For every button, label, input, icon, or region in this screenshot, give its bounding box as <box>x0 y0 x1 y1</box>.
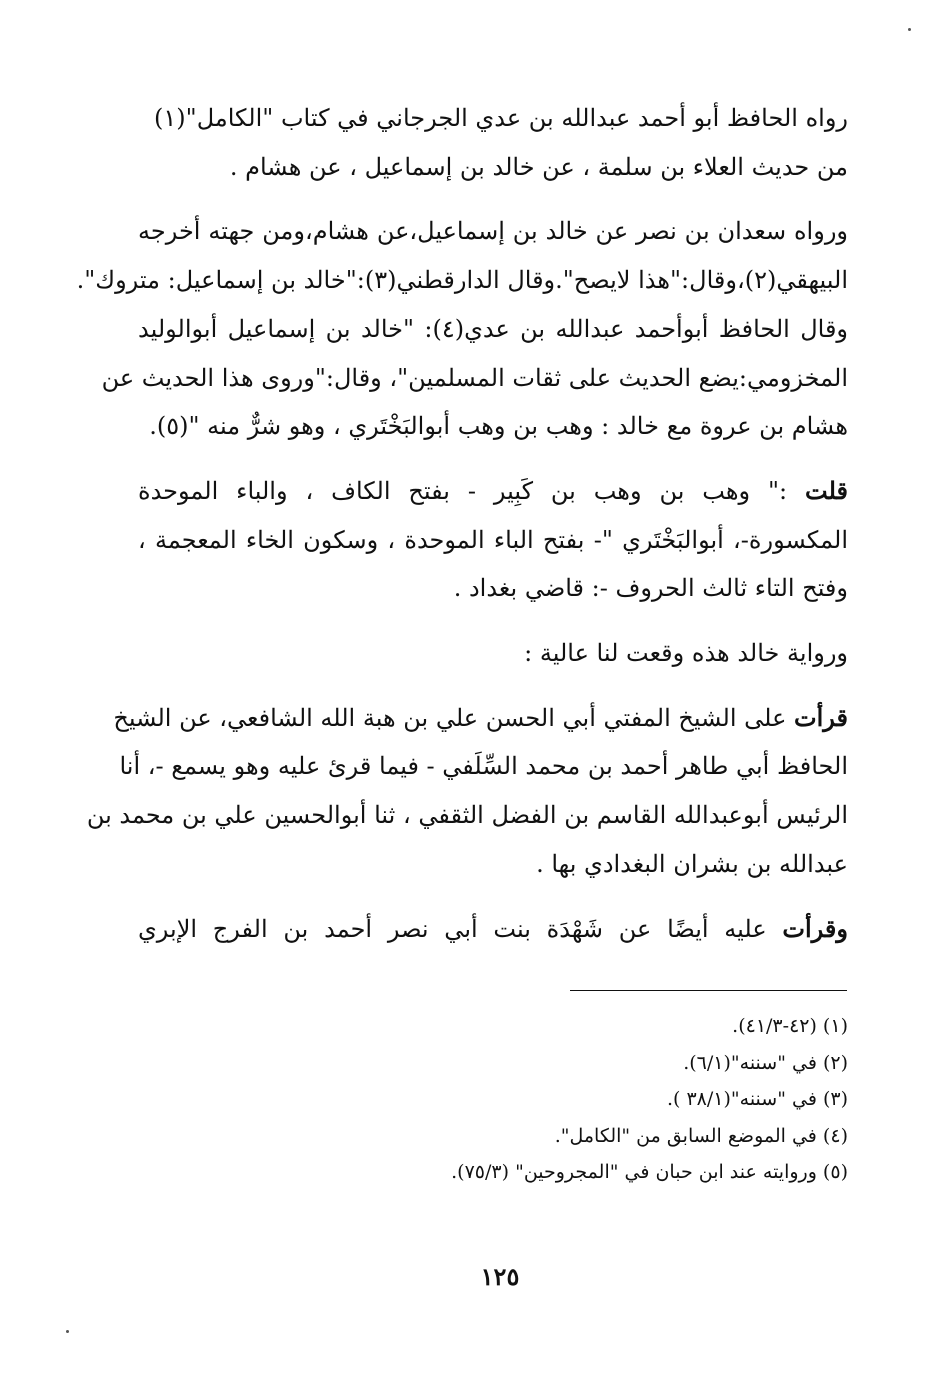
line-text: وفتح التاء ثالث الحروف -: قاضي بغداد . <box>453 574 848 603</box>
line-text: رواه الحافظ أبو أحمد عبدالله بن عدي الجرجاني في كتاب "الكامل"(١) <box>154 104 848 132</box>
lead-word: قلت <box>805 475 848 505</box>
footnote: (١) (٤٢-٤١/٣). <box>732 1015 848 1037</box>
footnote: (٤) في الموضع السابق من "الكامل". <box>554 1124 848 1147</box>
line-text: من حديث العلاء بن سلمة ، عن خالد بن إسماعيل ، عن هشام . <box>229 152 848 181</box>
text-line <box>76 256 848 305</box>
paragraph-gap <box>138 451 848 467</box>
paragraph <box>138 467 848 613</box>
paragraph-gap <box>138 191 848 207</box>
footnote-divider <box>570 990 847 991</box>
line-text: ورواية خالد هذه وقعت لنا عالية : <box>524 639 848 668</box>
text-line <box>138 402 848 451</box>
paragraph-gap <box>138 613 848 629</box>
line-text: البيهقي(٢)،وقال:"هذا لايصح".وقال الدارقطني(٣):"خالد بن إسماعيل: متروك". <box>76 266 848 295</box>
line-text: المخزومي:يضع الحديث على ثقات المسلمين"، وقال:"وروى هذا الحديث عن <box>101 363 848 392</box>
line-text: :" وهب بن وهب بن كَبِير - بفتح الكاف ، والباء الموحدة <box>138 476 806 505</box>
text-line <box>101 354 848 403</box>
line-text: المكسورة-، أبوالبَخْتَري "- بفتح الباء الموحدة ، وسكون الخاء المعجمة ، <box>138 525 848 554</box>
text-line <box>138 94 848 143</box>
footnote: (٢) في "سننه"(٦/١). <box>683 1051 848 1074</box>
paragraph-gap <box>138 678 848 694</box>
text-line <box>138 467 848 516</box>
text-line <box>119 742 848 791</box>
paragraph-gap <box>138 889 848 905</box>
text-line <box>138 840 848 889</box>
text-line <box>138 207 848 256</box>
paragraph <box>138 629 848 678</box>
line-text: الحافظ أبي طاهر أحمد بن محمد السِّلَفي - فيما قرئ عليه وهو يسمع -، أنا <box>119 752 848 781</box>
footnote: (٥) وروايته عند ابن حبان في "المجروحين" (٧٥/٣). <box>451 1161 848 1183</box>
scan-speck <box>66 1330 69 1333</box>
text-line <box>86 791 848 840</box>
line-text: وقال الحافظ أبوأحمد عبدالله بن عدي(٤): "خالد بن إسماعيل أبوالوليد <box>138 314 849 343</box>
text-line <box>138 143 848 192</box>
line-text: هشام بن عروة مع خالد : وهب بن وهب أبوالبَخْتَري ، وهو شرٌّ منه "(٥). <box>149 412 848 441</box>
paragraph <box>86 694 848 889</box>
paragraph <box>138 905 848 954</box>
text-line <box>138 905 848 954</box>
lead-word: قرأت <box>794 702 848 732</box>
paragraph <box>76 207 849 451</box>
text-line <box>138 305 848 354</box>
footnotes <box>300 1008 848 1191</box>
paragraph <box>138 94 848 191</box>
text-line <box>138 564 848 613</box>
line-text: عبدالله بن بشران البغدادي بها . <box>536 849 848 878</box>
scan-speck <box>908 28 911 31</box>
footnote: (٣) في "سننه"(٣٨/١ ). <box>666 1088 848 1110</box>
text-line <box>138 629 848 678</box>
lead-word: وقرأت <box>782 913 848 943</box>
text-line <box>138 516 848 565</box>
line-text: ورواه سعدان بن نصر عن خالد بن إسماعيل،عن هشام،ومن جهته أخرجه <box>138 217 848 246</box>
line-text: الرئيس أبوعبدالله القاسم بن الفضل الثقفي ، ثنا أبوالحسين علي بن محمد بن <box>86 801 848 830</box>
line-text: على الشيخ المفتي أبي الحسن علي بن هبة الله الشافعي، عن الشيخ <box>113 703 795 732</box>
main-text <box>76 94 849 953</box>
text-line <box>113 694 848 743</box>
page-number: ١٢٥ <box>480 1262 520 1291</box>
line-text: عليه أيضًا عن شَهْدَة بنت أبي نصر أحمد بن الفرج الإبري <box>138 914 783 943</box>
